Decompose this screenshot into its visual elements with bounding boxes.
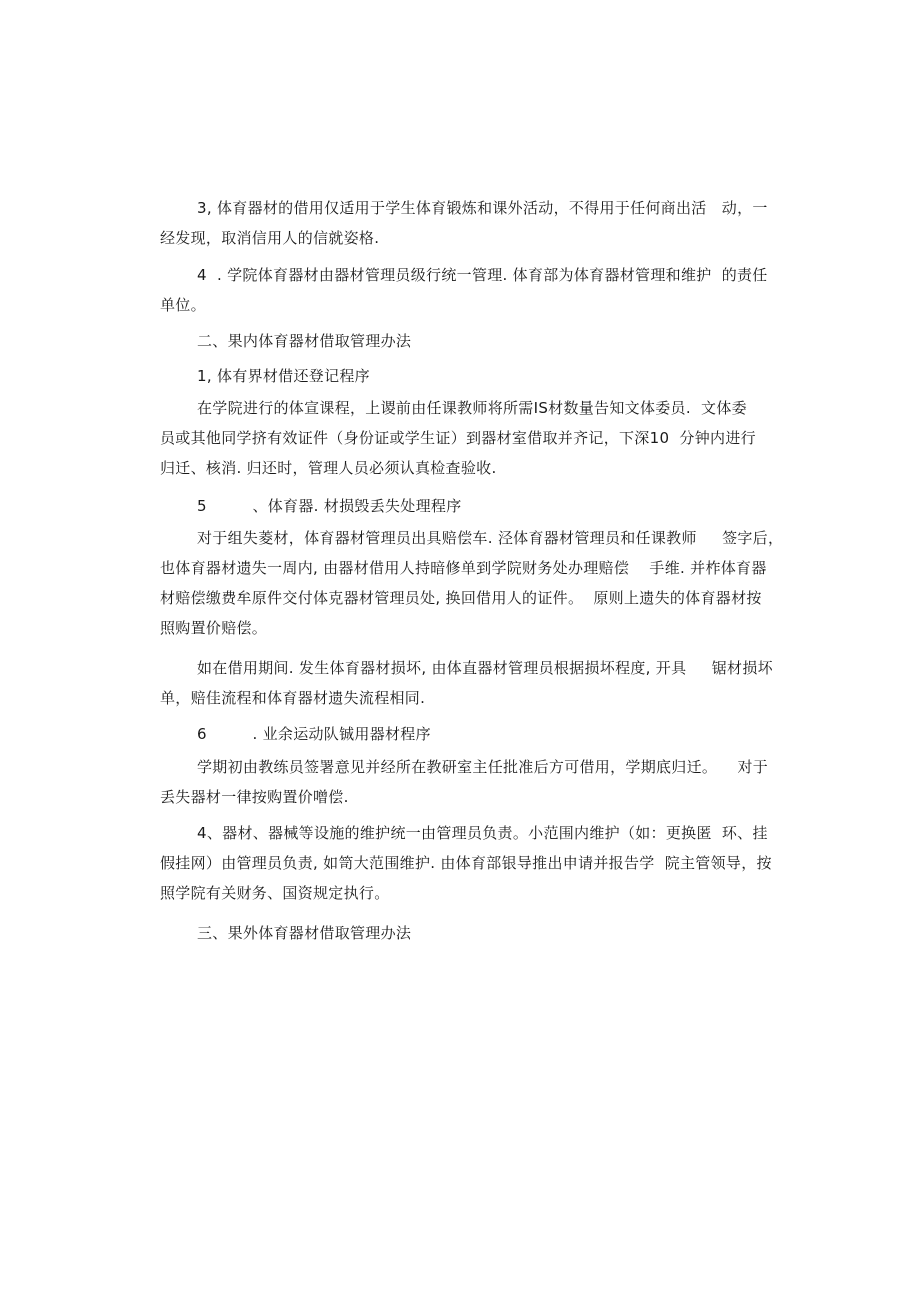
paragraph-team-borrowing	[160, 752, 780, 812]
text-line: 假挂网）由管理员负责, 如笥大范围维护. 由体育部银导推出申请并报告学 院主管领导，按	[160, 854, 772, 872]
subheading-5	[160, 491, 780, 521]
paragraph-4-maintenance	[160, 818, 780, 908]
paragraph-borrow-procedure	[160, 393, 780, 483]
text-line: 归迁、核消. 归还时，管理人员必须认真检查验收.	[160, 459, 497, 477]
subheading-1	[160, 361, 780, 391]
text-line: 丢失器材一律按购置价噌偿.	[160, 788, 349, 806]
text-line: 4、器材、器械等设施的维护统一由管理员负责。小范围内维护（如：更换匿 环、挂	[197, 824, 768, 842]
text-line: 照购置价赔偿。	[160, 619, 268, 637]
text-line: 单，赔佳流程和体育器材遗失流程相同.	[160, 689, 426, 707]
text-line: 对于组失菱材，体育器材管理员出具赔偿车. 泾体育器材管理员和任课教师 签字后，	[197, 529, 784, 547]
text-line: 照学院有关财务、国资规定执行。	[160, 884, 390, 902]
heading-text: 6 . 业余运动队铖用器材程序	[197, 725, 431, 743]
paragraph-loss-handling	[160, 523, 784, 643]
text-line: 如在借用期间. 发生体育器材损坏, 由体直器材管理员根据损坏程度, 开具 锯材损坏	[197, 659, 773, 677]
text-line: 也体育器材遗失一周内, 由器材借用人持暗修单到学院财务处办理赔偿 手维. 并柞体育器	[160, 559, 767, 577]
heading-text: 1, 体有界材借还登记程序	[197, 367, 370, 385]
text-line: 经发现，取消信用人的信就姿格.	[160, 229, 380, 247]
paragraph-damage-handling	[160, 653, 780, 713]
section-heading-2	[160, 326, 780, 356]
section-heading-3	[160, 918, 780, 948]
text-line: 在学院进行的体宣课程，上谡前由任课教师将所需IS材数量告知文体委员. 文体委	[197, 399, 747, 417]
paragraph-4-management	[160, 260, 780, 320]
text-line: 学期初由教练员签署意见并经所在教研室主任批准后方可借用，学期底归迁。 对于	[197, 758, 769, 776]
heading-text: 5 、体育器. 材损毁丢失处理程序	[197, 497, 462, 515]
text-line: 员或其他同学挤有效证件（身份证或学生证）到器材室借取并齐记，下深10 分钟内进行	[160, 429, 756, 447]
text-line: 单位。	[160, 296, 206, 314]
subheading-6	[160, 719, 780, 749]
heading-text: 三、果外体育器材借取管理办法	[197, 924, 412, 942]
text-line: 3, 体育器材的借用仅适用于学生体育锻炼和课外活动，不得用于任何商出活 动，一	[197, 199, 768, 217]
text-line: 4 . 学院体育器材由器材管理员级行统一管理. 体育部为体育器材管理和维护 的责任	[197, 266, 768, 284]
paragraph-3-usage-scope	[160, 193, 780, 253]
heading-text: 二、果内体育器材借取管理办法	[197, 332, 412, 350]
text-line: 材赔偿缴费牟原件交付体克器材管理员处, 换回借用人的证件。 原则上遗失的体育器材按	[160, 589, 762, 607]
